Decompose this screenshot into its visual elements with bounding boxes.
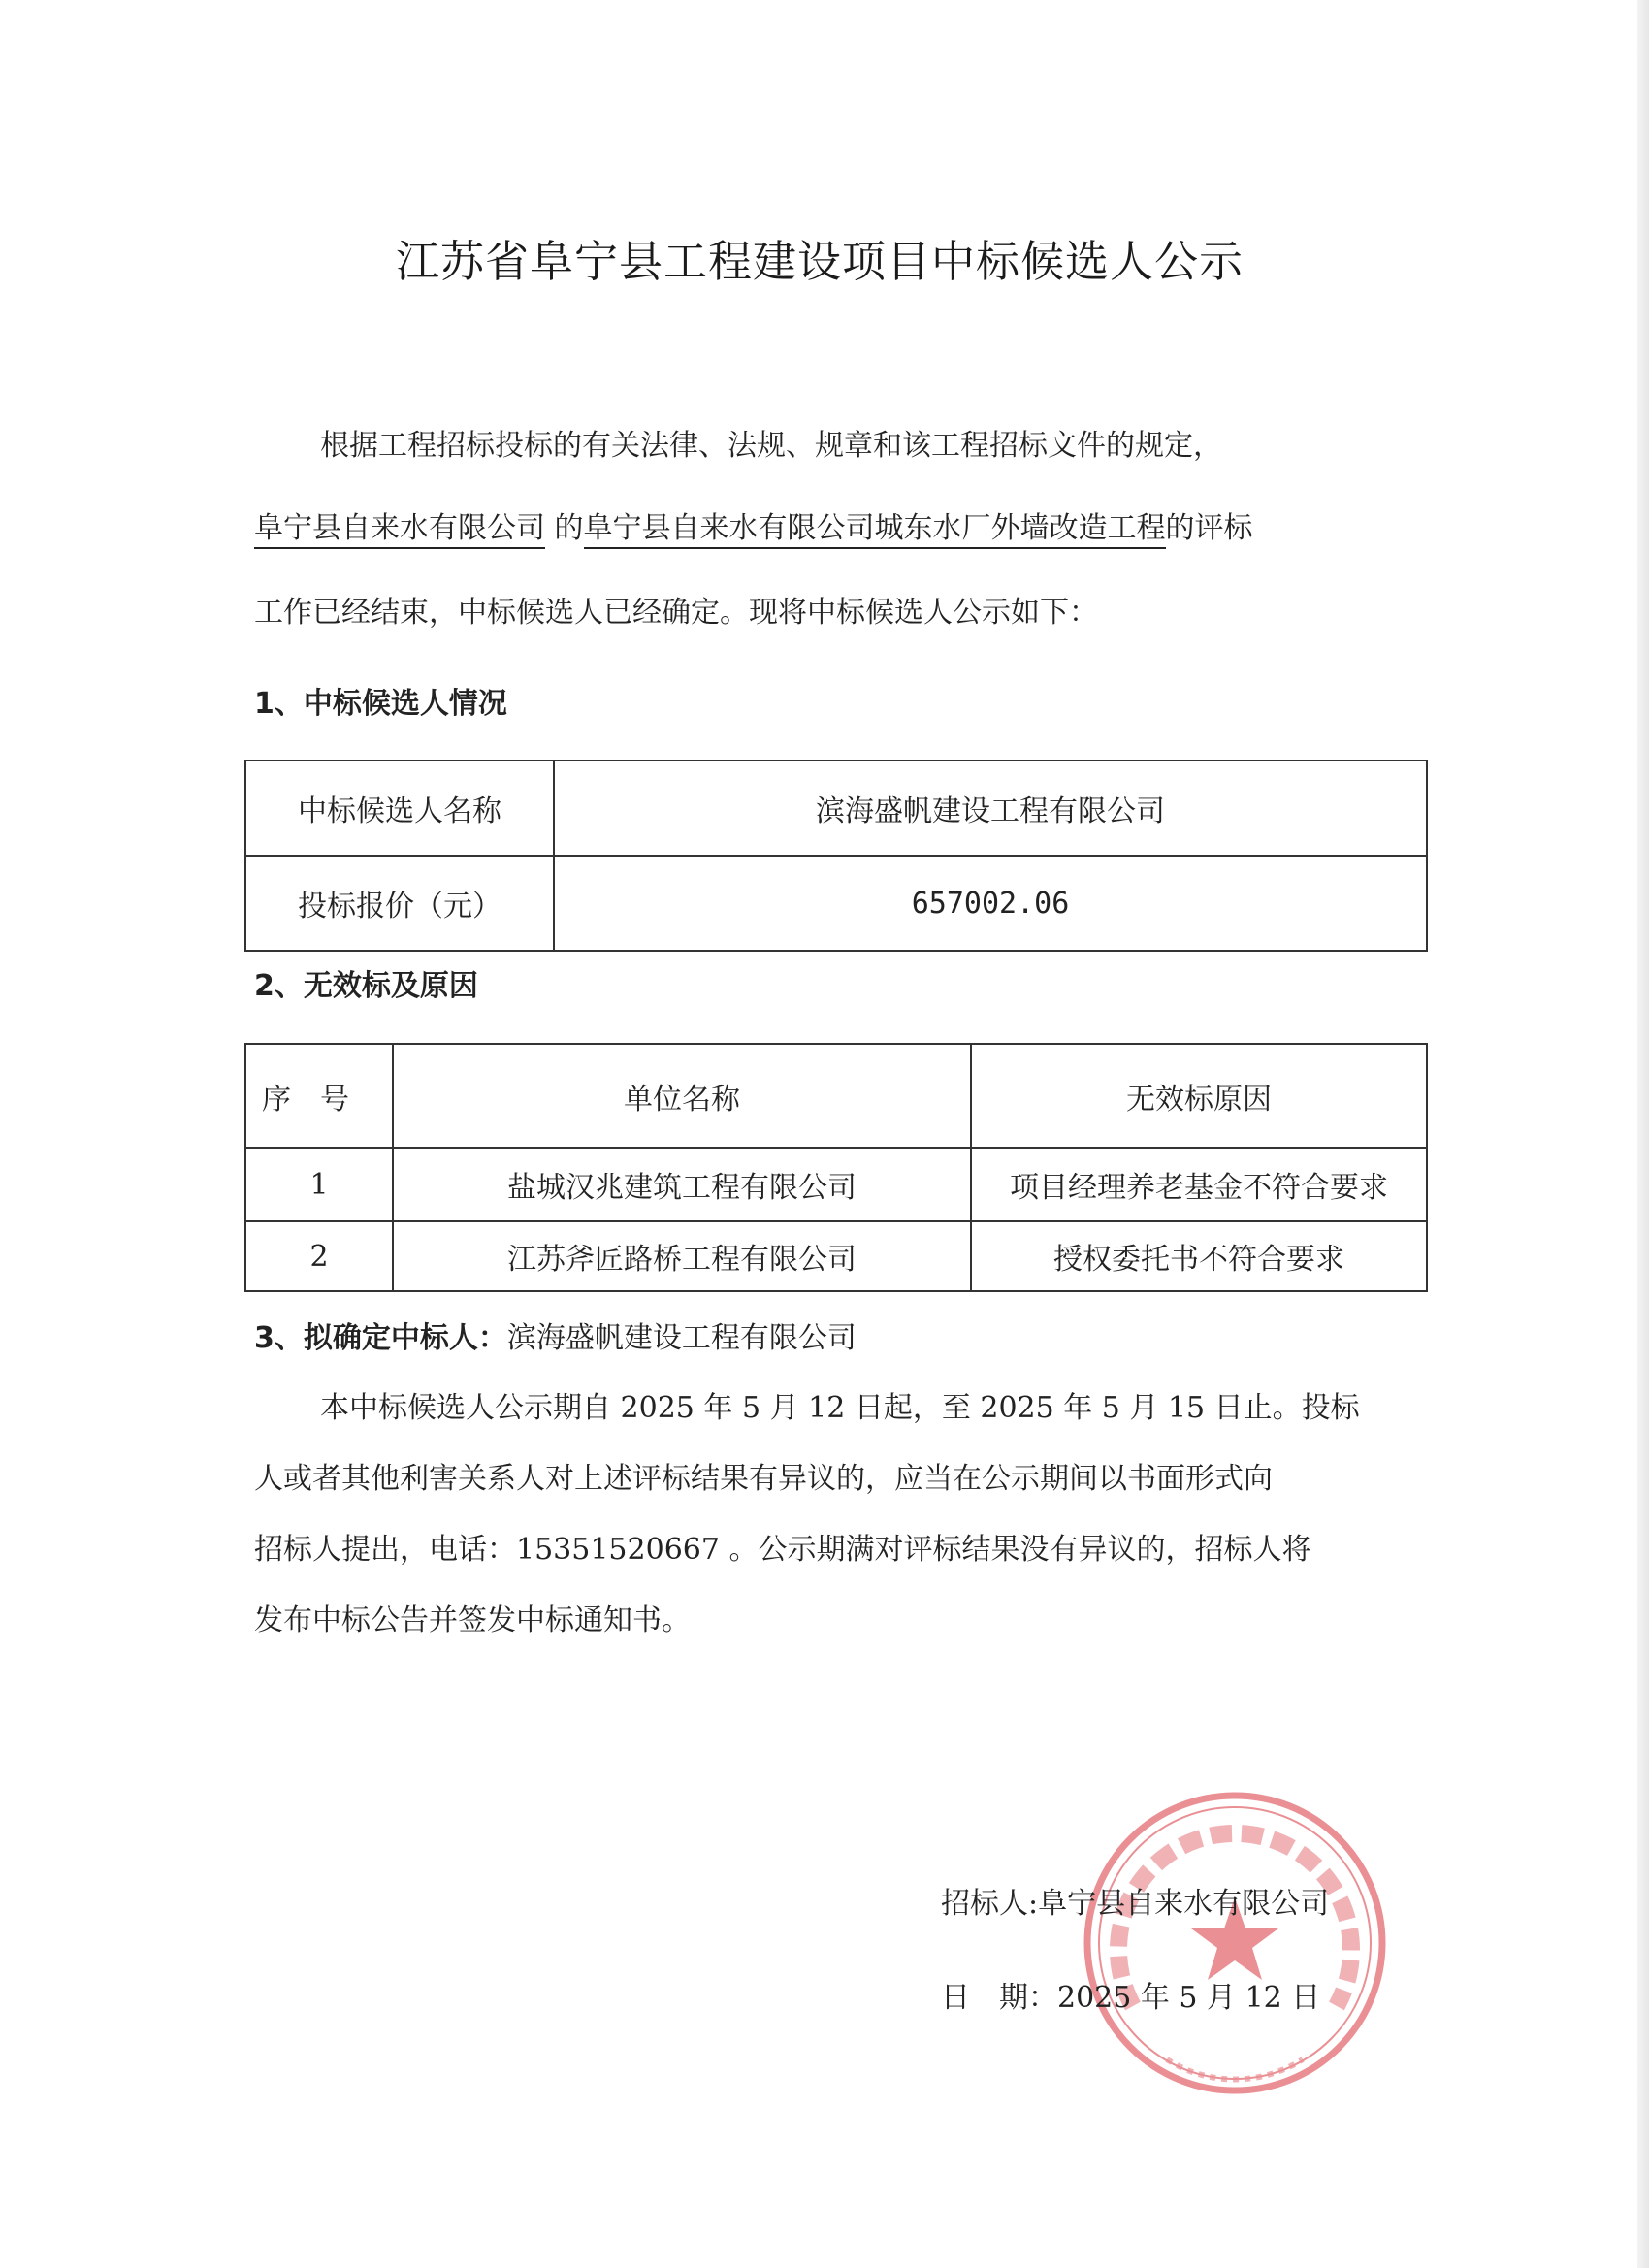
row-company: 盐城汉兆建筑工程有限公司 (393, 1148, 971, 1221)
table-row (245, 761, 1427, 856)
notice-line-4: 发布中标公告并签发中标通知书。 (254, 1604, 691, 1637)
notice-line-1: 本中标候选人公示期自 2025 年 5 月 12 日起，至 2025 年 5 月 15 日止。投标 (320, 1391, 1360, 1425)
table-header-row (245, 1044, 1427, 1148)
section-1-heading: 1、中标候选人情况 (254, 687, 507, 721)
invalid-bids-table (244, 1043, 1428, 1292)
candidate-table (244, 760, 1428, 952)
official-seal-icon (1075, 1783, 1395, 2103)
candidate-name-value: 滨海盛帆建设工程有限公司 (554, 761, 1427, 856)
date-label: 日 期： (941, 1981, 1057, 2015)
table-row (245, 1148, 1427, 1221)
section-3-label: 3、拟确定中标人： (254, 1321, 507, 1355)
signature-tenderer: 招标人:阜宁县自来水有限公司 (941, 1887, 1330, 1921)
intro-line-3: 工作已经结束，中标候选人已经确定。现将中标候选人公示如下： (254, 596, 1098, 630)
header-number: 序 号 (245, 1044, 393, 1148)
header-company: 单位名称 (393, 1044, 971, 1148)
intro-line-1: 根据工程招标投标的有关法律、法规、规章和该工程招标文件的规定， (320, 429, 1222, 463)
notice-line-3: 招标人提出，电话：15351520667 。公示期满对评标结果没有异议的，招标人将 (254, 1533, 1311, 1567)
document-title: 江苏省阜宁县工程建设项目中标候选人公示 (395, 236, 1244, 287)
header-reason: 无效标原因 (971, 1044, 1427, 1148)
intro-tail: 的评标 (1165, 511, 1253, 545)
table-row (245, 856, 1427, 951)
winner-name: 滨海盛帆建设工程有限公司 (506, 1321, 857, 1355)
bid-price-value: 657002.06 (554, 856, 1427, 951)
signature-date (941, 1979, 1320, 2018)
row-number: 1 (245, 1148, 393, 1221)
row-number: 2 (245, 1221, 393, 1291)
intro-connector: 的 (545, 511, 584, 545)
project-name: 阜宁县自来水有限公司城东水厂外墙改造工程 (584, 511, 1166, 549)
section-2-heading: 2、无效标及原因 (254, 969, 478, 1003)
section-3-heading (254, 1319, 857, 1358)
row-reason: 授权委托书不符合要求 (971, 1221, 1427, 1291)
candidate-name-label: 中标候选人名称 (245, 761, 554, 856)
notice-line-2: 人或者其他利害关系人对上述评标结果有异议的，应当在公示期间以书面形式向 (254, 1462, 1273, 1496)
scan-page-edge (1637, 0, 1649, 2268)
table-row (245, 1221, 1427, 1291)
tenderer-name: 阜宁县自来水有限公司 (254, 511, 545, 549)
bid-price-label: 投标报价（元） (245, 856, 554, 951)
intro-line-2 (254, 509, 1389, 548)
row-company: 江苏斧匠路桥工程有限公司 (393, 1221, 971, 1291)
row-reason: 项目经理养老基金不符合要求 (971, 1148, 1427, 1221)
date-value: 2025 年 5 月 12 日 (1057, 1981, 1321, 2015)
